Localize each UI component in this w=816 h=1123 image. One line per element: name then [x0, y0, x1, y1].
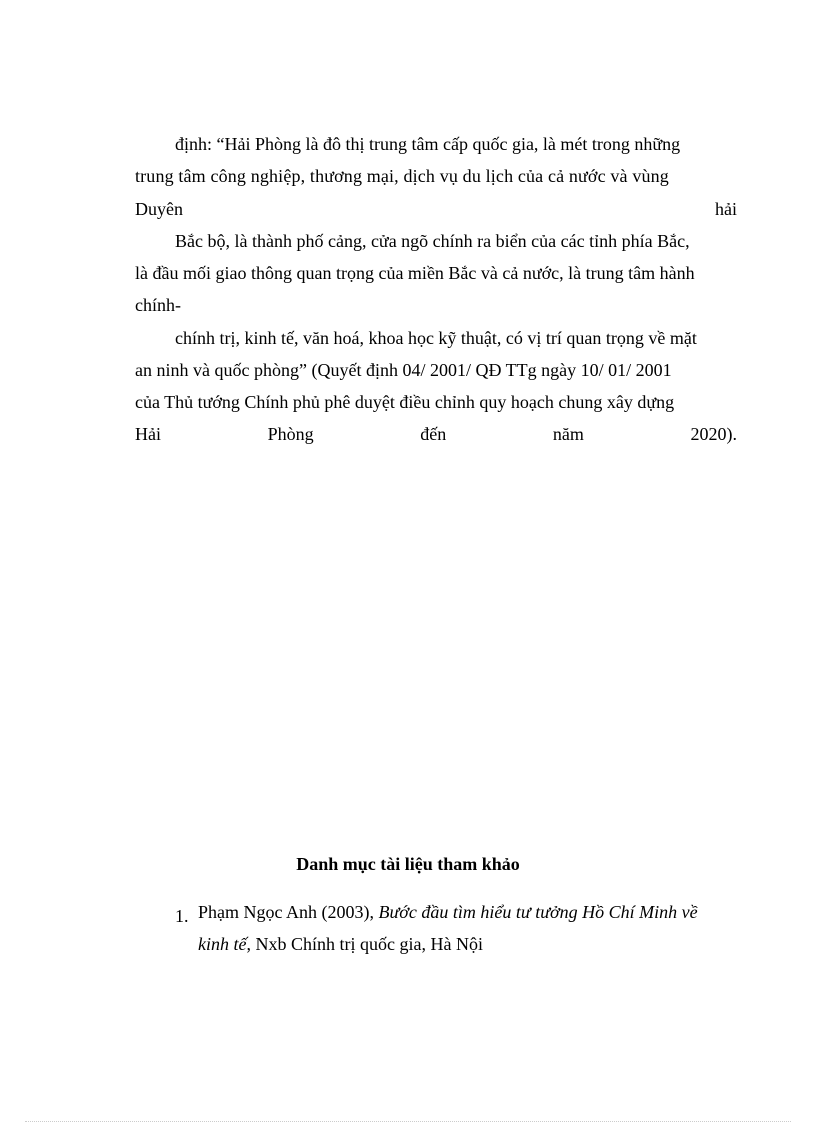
paragraph-line: định: “Hải Phòng là đô thị trung tâm cấp quốc gia, là mét trong những	[175, 134, 681, 154]
word: 2020).	[690, 424, 737, 444]
paragraph-line: của Thủ tướng Chính phủ phê duyệt điều chỉnh quy hoạch chung xây dựng	[135, 392, 675, 412]
page-bottom-border	[25, 1121, 791, 1122]
word: hải	[715, 199, 737, 219]
word: Phòng	[267, 424, 314, 444]
paragraph-line: là đầu mối giao thông quan trọng của miền Bắc và cả nước, là trung tâm hành	[135, 263, 695, 283]
paragraph-line: chính trị, kinh tế, văn hoá, khoa học kỹ thuật, có vị trí quan trọng về mặt	[175, 328, 697, 348]
word: Duyên	[135, 199, 183, 219]
word: đến	[420, 424, 447, 444]
word: năm	[552, 424, 584, 444]
paragraph-line	[135, 197, 737, 221]
reference-title: Bước đầu tìm hiểu tư tưởng Hồ Chí Minh về	[378, 902, 698, 922]
reference-publisher: , Nxb Chính trị quốc gia, Hà Nội	[246, 934, 483, 954]
paragraph-line: Bắc bộ, là thành phố cảng, cửa ngõ chính ra biển của các tỉnh phía Bắc,	[175, 231, 690, 251]
paragraph-line: chính-	[135, 295, 181, 315]
reference-author: Phạm Ngọc Anh (2003),	[198, 902, 379, 922]
paragraph-line	[135, 422, 737, 446]
references-heading: Danh mục tài liệu tham khảo	[296, 854, 520, 874]
word: Hải	[135, 424, 161, 444]
paragraph-line: trung tâm công nghiệp, thương mại, dịch vụ du lịch của cả nước và vùng	[135, 166, 669, 186]
reference-number: 1.	[175, 906, 189, 926]
paragraph-line: an ninh và quốc phòng” (Quyết định 04/ 2001/ QĐ TTg ngày 10/ 01/ 2001	[135, 360, 672, 380]
reference-line	[198, 932, 738, 956]
reference-title: kinh tế	[198, 934, 247, 954]
reference-line	[198, 900, 738, 924]
